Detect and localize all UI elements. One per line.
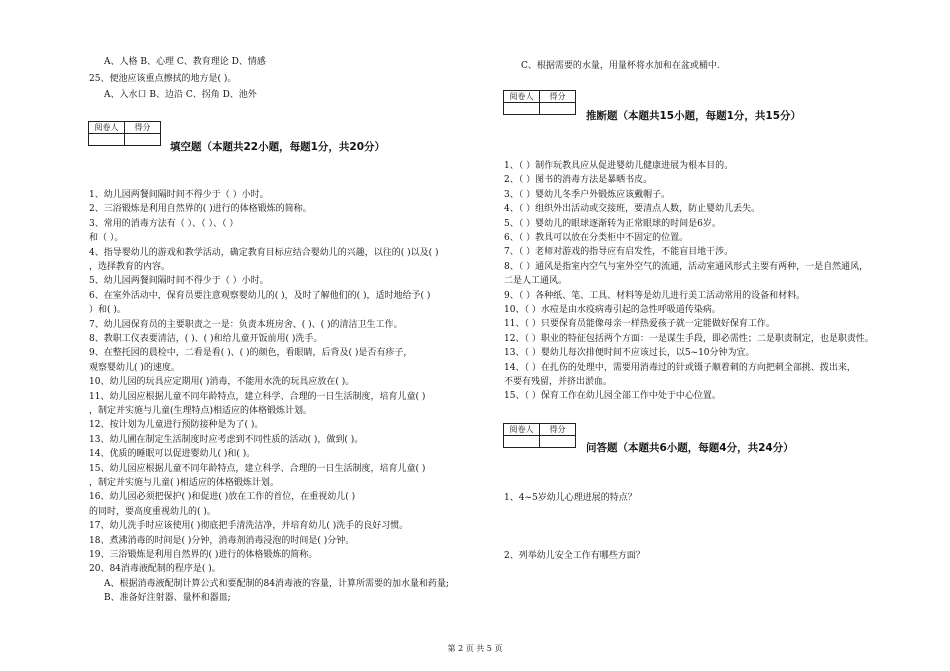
grader-label: 阅卷人 — [504, 91, 540, 103]
fill-blank-line: 14、优质的睡眠可以促进婴幼儿( )和( )。 — [89, 449, 256, 460]
judgement-line: 9、（ ）各种纸、笔、工具、材料等是幼儿进行美工活动常用的设备和材料。 — [504, 290, 806, 301]
q25-options: A、入水口 B、边沿 C、拐角 D、池外 — [104, 90, 257, 100]
grader-cell — [89, 134, 125, 146]
score-box-fill-blank — [88, 121, 161, 146]
fill-blank-line: 17、幼儿洗手时应该使用( )彻底把手清洗洁净，并培育幼儿( )洗手的良好习惯。 — [89, 521, 409, 532]
qa-question-2: 2、列举幼儿安全工作有哪些方面？ — [504, 551, 645, 561]
judgement-line: 12、（ ）职业的特征包括两个方面：一是谋生手段，即必需性；二是职责制定，也是职责性。 — [504, 333, 874, 344]
fill-blank-line: 6、在室外活动中，保育员要注意观察婴幼儿的( )，及时了解他们的( )，适时地给予( ) — [89, 290, 431, 301]
score-cell — [540, 436, 576, 448]
judgement-line: 6、（ ）教具可以放在分类柜中不固定的位置。 — [504, 233, 689, 243]
fill-blank-line: 20、84消毒液配制的程序是( )。 — [89, 564, 221, 575]
fill-blank-line: 3、常用的消毒方法有（ ）、（ ）、（ ） — [89, 218, 239, 229]
fill-blank-line: A、根据消毒液配制计算公式和要配制的84消毒液的容量，计算所需要的加水量和药量; — [104, 578, 449, 589]
fill-blank-line: ，制定并实施与儿童(生理特点)相适应的体格锻炼计划。 — [89, 406, 313, 416]
fill-blank-line: 9、在整托园的晨检中，二看是看( )、( )的颜色，看眼睛，后背及( )是否有疹子， — [89, 348, 413, 359]
score-label: 得分 — [125, 122, 161, 134]
judgement-line: 13、（ ）婴幼儿每次排便时间不应该过长，以5~10分钟为宜。 — [504, 348, 755, 359]
q20-option-c: C、根据需要的水量，用量杯将水加和在盆或桶中. — [521, 61, 720, 71]
fill-blank-line: ，选择教育的内容。 — [89, 262, 171, 272]
judgement-line: 3、（ ）婴幼儿冬季户外锻炼应该戴帽子。 — [504, 189, 671, 200]
score-cell — [125, 134, 161, 146]
fill-blank-line: 的同时，要高度重视幼儿的( )。 — [89, 506, 216, 517]
judgement-line: 2、（ ）图书的消毒方法是暴晒书皮。 — [504, 175, 653, 186]
fill-blank-line: 18、煮沸消毒的时间是( )分钟，消毒剂消毒浸泡的时间是( )分钟。 — [89, 535, 355, 546]
fill-blank-line: 19、三浴锻炼是利用自然界的( )进行的体格锻炼的简称。 — [89, 550, 318, 560]
fill-blank-line: 观察婴幼儿( )的速度。 — [89, 362, 180, 373]
fill-blank-line: 16、幼儿园必须把保护( )和促进( )放在工作的首位，在重视幼儿( ) — [89, 492, 356, 503]
judgement-line: 11、（ ）只要保育员能像母亲一样热爱孩子就一定能做好保育工作。 — [504, 319, 775, 330]
fill-blank-line: ）和( )。 — [89, 305, 126, 316]
fill-blank-line: 2、三浴锻炼是利用自然界的( )进行的体格锻炼的简称。 — [89, 204, 312, 215]
judgement-line: 4、（ ）组织外出活动或交接班，要清点人数，防止婴幼儿丢失。 — [504, 204, 761, 215]
q25-question: 25、便池应该重点擦拭的地方是( )。 — [89, 74, 237, 84]
judgement-line: 7、（ ）老师对游戏的指导应有启发性，不能盲目地干涉。 — [504, 247, 734, 258]
fill-blank-line: 11、幼儿园应根据儿童不同年龄特点，建立科学、合理的一日生活制度，培育儿童( ) — [89, 391, 426, 402]
grader-cell — [504, 436, 540, 448]
fill-blank-line: 7、幼儿园保育员的主要职责之一是：负责本班房舍、( )、( )的清洁卫生工作。 — [89, 319, 403, 330]
q24-options: A、人格 B、心理 C、教育理论 D、情感 — [104, 57, 266, 67]
judgement-line: 5、（ ）婴幼儿的眼球逐渐转为正常眼球的时间是6岁。 — [504, 218, 721, 229]
score-label: 得分 — [540, 424, 576, 436]
score-label: 得分 — [540, 91, 576, 103]
fill-blank-line: 12、按计划为儿童进行预防接种是为了( )。 — [89, 420, 264, 431]
fill-blank-line: ，制定并实施与儿童( )相适应的体格锻炼计划。 — [89, 478, 279, 488]
judgement-line: 8、（ ）通风是指室内空气与室外空气的流通，活动室通风形式主要有两种，一是自然通风， — [504, 261, 869, 272]
fill-blank-line: 8、教职工仪表要清洁，( )、( )和给儿童开饭前用( )洗手。 — [89, 334, 323, 344]
score-box-qa — [503, 423, 576, 448]
section-title-judgement: 推断题（本题共15小题，每题1分，共15分） — [586, 110, 802, 122]
judgement-line: 1、（ ）制作玩教具应从促进婴幼儿健康进展为根本目的。 — [504, 161, 734, 171]
section-title-qa: 问答题（本题共6小题，每题4分，共24分） — [586, 442, 794, 454]
qa-question-1: 1、4~5岁幼儿心理进展的特点？ — [504, 493, 637, 503]
fill-blank-line: 1、幼儿园两餐间隔时间不得少于（ ）小时。 — [89, 190, 269, 200]
judgement-line: 15、（ ）保育工作在幼儿园全部工作中处于中心位置。 — [504, 391, 721, 402]
section-title-fill-blank: 填空题（本题共22小题，每题1分，共20分） — [170, 141, 386, 153]
score-cell — [540, 103, 576, 115]
page-footer: 第 2 页 共 5 页 — [447, 644, 503, 653]
fill-blank-line: B、准备好注射器、量杯和器皿; — [104, 593, 231, 604]
judgement-line: 不要有残留，并挤出淤血。 — [504, 377, 613, 387]
judgement-line: 14、（ ）在扎伤的处理中，需要用消毒过的针或镊子顺着刺的方向把刺全部挑、拨出来， — [504, 362, 856, 373]
grader-label: 阅卷人 — [504, 424, 540, 436]
fill-blank-line: 5、幼儿园两餐间隔时间不得少于（ ）小时。 — [89, 276, 269, 287]
grader-label: 阅卷人 — [89, 122, 125, 134]
fill-blank-line: 15、幼儿园应根据儿童不同年龄特点，建立科学、合理的一日生活制度，培育儿童( ) — [89, 463, 426, 474]
judgement-line: 10、（ ）水痘是由水疫病毒引起的急性呼吸道传染病。 — [504, 305, 721, 315]
fill-blank-line: 10、幼儿园的玩具应定期用( )消毒，不能用水洗的玩具应放在( )。 — [89, 377, 355, 388]
score-box-judgement — [503, 90, 576, 115]
fill-blank-line: 和（ ）。 — [89, 233, 124, 244]
judgement-line: 二是人工通风。 — [504, 276, 568, 287]
fill-blank-line: 13、幼儿圃在制定生活制度时应考虑到不同性质的活动( )，做到( )。 — [89, 434, 364, 445]
grader-cell — [504, 103, 540, 115]
fill-blank-line: 4、指导婴幼儿的游戏和教学活动，确定教育目标应结合婴幼儿的兴趣，以往的( )以及( ) — [89, 247, 439, 258]
